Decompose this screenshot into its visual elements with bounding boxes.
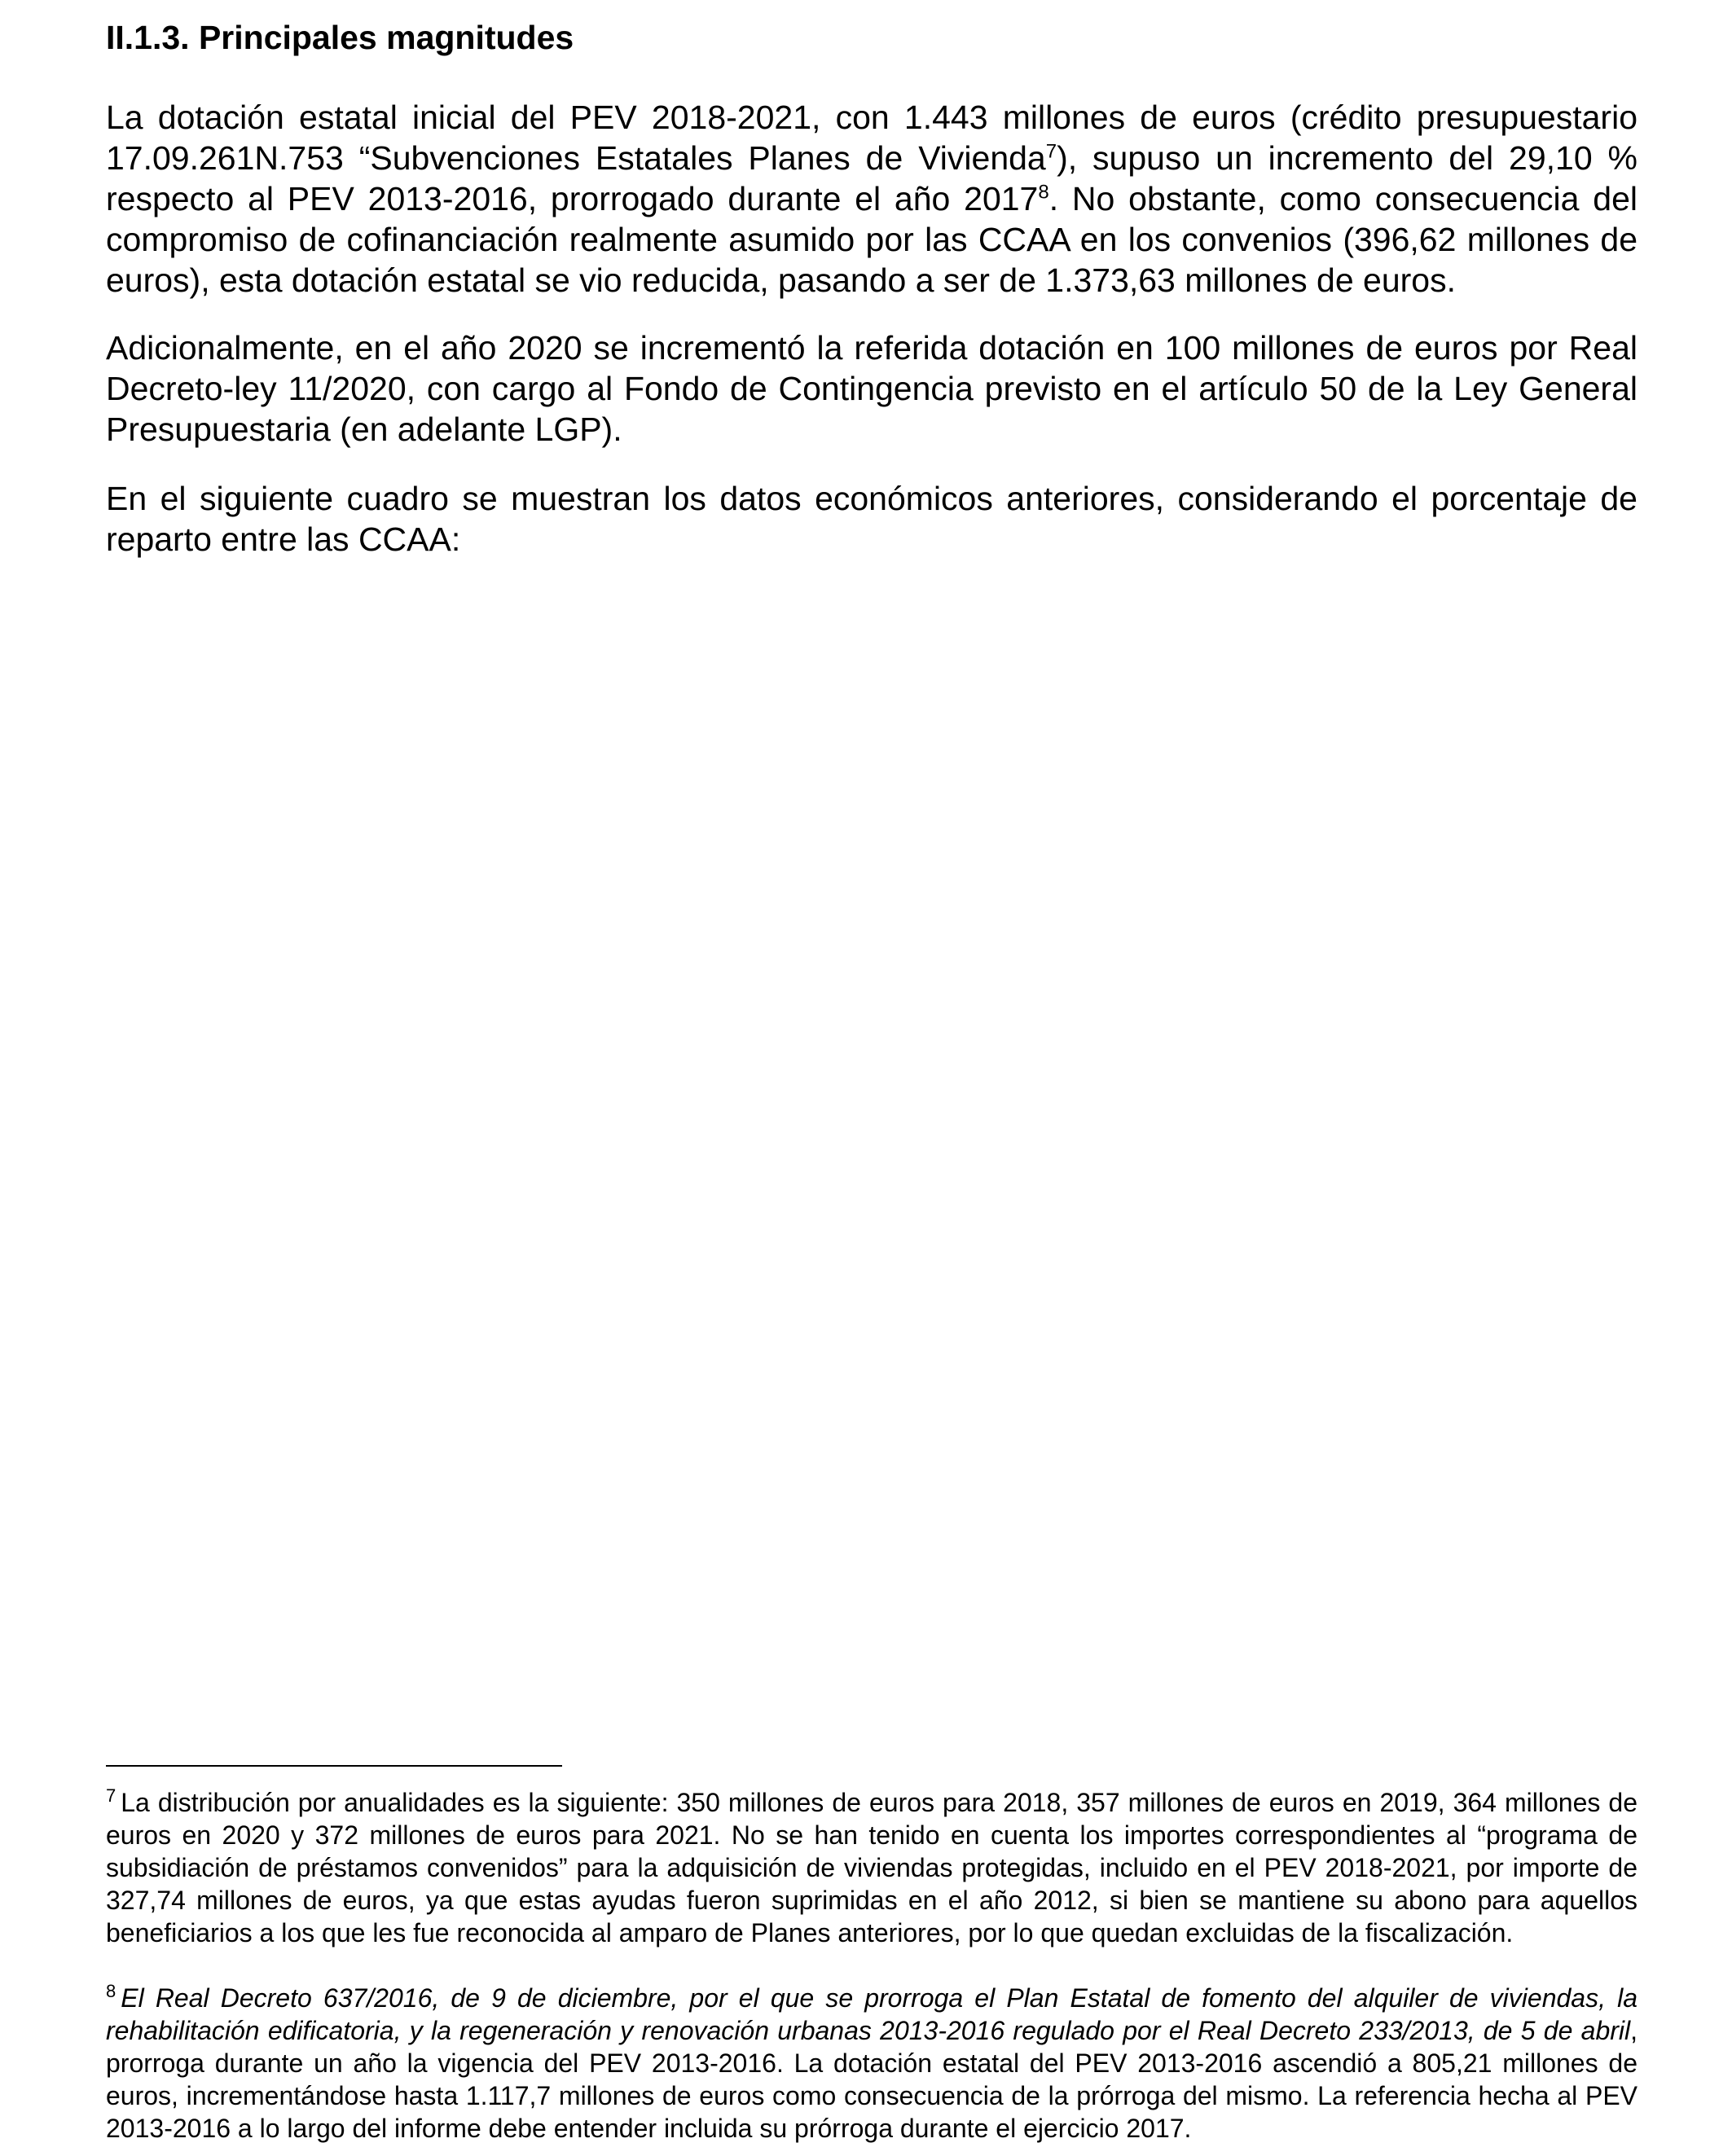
footnote-italic-text: El Real Decreto 637/2016, de 9 de diciembre, por el que se prorroga el Plan Estatal de fomento del alquiler de viviendas, la rehabilitación edificatoria, y la regeneración y renovación urbanas 2013-2016 regulado por el Real Decreto 233/2013, de 5 de abril	[106, 1983, 1637, 2045]
footnote-7	[106, 1786, 1637, 1949]
footnote-text: , prorroga durante un año la vigencia del PEV 2013-2016. La dotación estatal del PEV 2013-2016 ascendió a 805,21 millones de euros, incrementándose hasta 1.117,7 millones de euros como consecuencia de la prórroga del mismo. La referencia hecha al PEV 2013-2016 a lo largo del informe debe entender incluida su prórroga durante el ejercicio 2017.	[106, 2016, 1637, 2143]
footnote-mark: 7	[106, 1785, 116, 1807]
footnote-8	[106, 1982, 1637, 2145]
paragraph-text: La dotación estatal inicial del PEV 2018-2021, con 1.443 millones de euros (crédito presupuestario 17.09.261N.753 “Subvenciones Estatales Planes de Vivienda	[106, 99, 1637, 177]
paragraph-text: ), supuso un incremento del 29,10 % respecto al PEV 2013-2016, prorrogado durante el año 2017	[106, 139, 1637, 217]
paragraph-cuadro-intro: En el siguiente cuadro se muestran los datos económicos anteriores, considerando el porcentaje de reparto entre las CCAA:	[106, 480, 1637, 558]
paragraph-text: . No obstante, como consecuencia del compromiso de cofinanciación realmente asumido por las CCAA en los convenios (396,62 millones de euros), esta dotación estatal se vio reducida, pasando a ser de 1.373,63 millones de euros.	[106, 180, 1637, 299]
section-heading: II.1.3. Principales magnitudes	[106, 19, 574, 56]
paragraph-incremento-2020: Adicionalmente, en el año 2020 se incrementó la referida dotación en 100 millones de euros por Real Decreto-ley 11/2020, con cargo al Fondo de Contingencia previsto en el artículo 50 de la Ley General Presupuestaria (en adelante LGP).	[106, 329, 1637, 448]
paragraph-dotacion-inicial	[106, 97, 1637, 301]
footnote-mark: 8	[106, 1981, 116, 2002]
footnote-ref-8[interactable]: 8	[1038, 181, 1049, 204]
footnote-ref-7[interactable]: 7	[1045, 140, 1057, 163]
footnote-divider	[106, 1765, 562, 1767]
footnote-text: La distribución por anualidades es la siguiente: 350 millones de euros para 2018, 357 millones de euros en 2019, 364 millones de euros en 2020 y 372 millones de euros para 2021. No se han tenido en cuenta los importes correspondientes al “programa de subsidiación de préstamos convenidos” para la adquisición de viviendas protegidas, incluido en el PEV 2018-2021, por importe de 327,74 millones de euros, ya que estas ayudas fueron suprimidas en el año 2012, si bien se mantiene su abono para aquellos beneficiarios a los que les fue reconocida al amparo de Planes anteriores, por lo que quedan excluidas de la fiscalización.	[106, 1788, 1637, 1947]
